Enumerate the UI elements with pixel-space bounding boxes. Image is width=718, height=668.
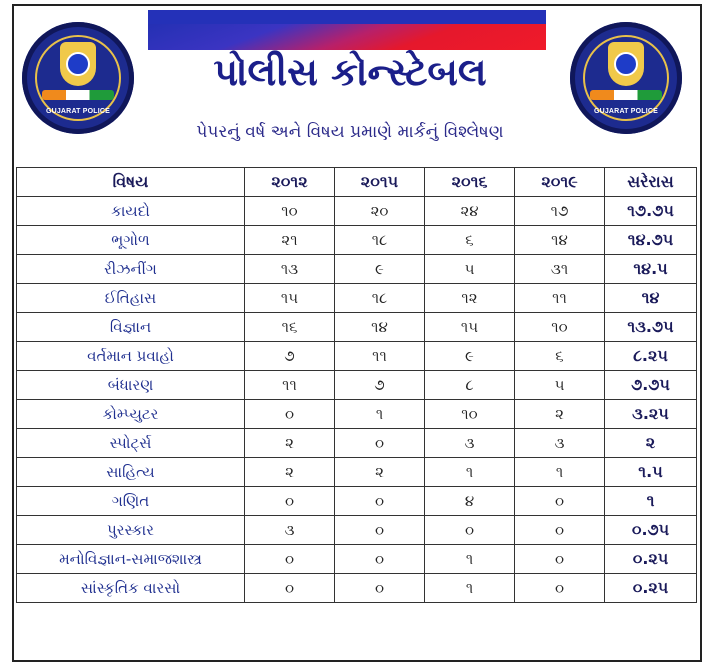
table-row xyxy=(17,545,697,574)
table-row xyxy=(17,487,697,516)
average-cell: ૧૪.૫ xyxy=(605,255,697,284)
subject-cell: રીઝનીંગ xyxy=(17,255,245,284)
marks-cell: ૦ xyxy=(515,516,605,545)
marks-cell: ૧૩ xyxy=(245,255,335,284)
subject-cell: ગણિત xyxy=(17,487,245,516)
marks-cell: ૩ xyxy=(245,516,335,545)
table-row xyxy=(17,400,697,429)
marks-cell: ૨ xyxy=(245,458,335,487)
marks-cell: ૦ xyxy=(335,516,425,545)
column-header-2015: ૨૦૧૫ xyxy=(335,168,425,197)
marks-cell: ૧૨ xyxy=(425,284,515,313)
marks-cell: ૧ xyxy=(335,400,425,429)
marks-cell: ૬ xyxy=(515,342,605,371)
marks-cell: ૧૦ xyxy=(515,313,605,342)
marks-cell: ૭ xyxy=(335,371,425,400)
marks-cell: ૧૮ xyxy=(335,226,425,255)
marks-cell: ૦ xyxy=(245,545,335,574)
marks-cell: ૦ xyxy=(335,429,425,458)
table-row xyxy=(17,197,697,226)
average-cell: ૧૪ xyxy=(605,284,697,313)
marks-cell: ૦ xyxy=(515,545,605,574)
marks-cell: ૨૪ xyxy=(425,197,515,226)
column-header-subject: વિષય xyxy=(17,168,245,197)
marks-cell: ૧૫ xyxy=(245,284,335,313)
tricolor-ribbon xyxy=(42,90,114,100)
table-row xyxy=(17,574,697,603)
subject-cell: પુરસ્કાર xyxy=(17,516,245,545)
subject-cell: કાયદો xyxy=(17,197,245,226)
table-row xyxy=(17,342,697,371)
marks-cell: ૧૧ xyxy=(335,342,425,371)
average-cell: ૩.૨૫ xyxy=(605,400,697,429)
average-cell: ૦.૨૫ xyxy=(605,574,697,603)
chakra-icon xyxy=(66,52,90,76)
marks-cell: ૧૪ xyxy=(515,226,605,255)
tricolor-ribbon xyxy=(590,90,662,100)
table-row xyxy=(17,516,697,545)
marks-cell: ૧૫ xyxy=(425,313,515,342)
marks-cell: ૨૦ xyxy=(335,197,425,226)
subject-cell: સ્પોર્ટ્સ xyxy=(17,429,245,458)
average-cell: ૧ xyxy=(605,487,697,516)
marks-cell: ૨ xyxy=(245,429,335,458)
marks-cell: ૫ xyxy=(515,371,605,400)
average-cell: ૨ xyxy=(605,429,697,458)
gujarat-police-logo-left xyxy=(22,22,134,134)
subject-cell: કોમ્પ્યુટર xyxy=(17,400,245,429)
subject-cell: ઈતિહાસ xyxy=(17,284,245,313)
header-color-stripe xyxy=(148,10,546,50)
marks-cell: ૧૬ xyxy=(245,313,335,342)
marks-cell: ૦ xyxy=(425,516,515,545)
marks-cell: ૦ xyxy=(335,487,425,516)
marks-cell: ૧૧ xyxy=(515,284,605,313)
marks-cell: ૧ xyxy=(425,545,515,574)
marks-cell: ૬ xyxy=(425,226,515,255)
marks-cell: ૩ xyxy=(515,429,605,458)
column-header-2016: ૨૦૧૬ xyxy=(425,168,515,197)
marks-cell: ૨૧ xyxy=(245,226,335,255)
marks-cell: ૫ xyxy=(425,255,515,284)
gujarat-police-logo-right xyxy=(570,22,682,134)
marks-cell: ૦ xyxy=(245,574,335,603)
marks-cell: ૧૧ xyxy=(245,371,335,400)
table-row xyxy=(17,255,697,284)
page-subtitle: પેપરનું વર્ષ અને વિષય પ્રમાણે માર્કનું વિશ્લેષણ xyxy=(196,122,504,142)
marks-cell: ૦ xyxy=(245,487,335,516)
table-row xyxy=(17,226,697,255)
marks-cell: ૧ xyxy=(515,458,605,487)
marks-cell: ૭ xyxy=(245,342,335,371)
table-row xyxy=(17,313,697,342)
subject-cell: ભૂગોળ xyxy=(17,226,245,255)
average-cell: ૭.૭૫ xyxy=(605,371,697,400)
marks-cell: ૦ xyxy=(335,545,425,574)
average-cell: ૧૭.૭૫ xyxy=(605,197,697,226)
marks-cell: ૩૧ xyxy=(515,255,605,284)
average-cell: ૦.૨૫ xyxy=(605,545,697,574)
marks-cell: ૧ xyxy=(425,458,515,487)
table-row xyxy=(17,429,697,458)
marks-cell: ૯ xyxy=(425,342,515,371)
average-cell: ૦.૭૫ xyxy=(605,516,697,545)
subject-cell: સાંસ્કૃતિક વારસો xyxy=(17,574,245,603)
column-header-2012: ૨૦૧૨ xyxy=(245,168,335,197)
marks-cell: ૨ xyxy=(515,400,605,429)
marks-cell: ૧૮ xyxy=(335,284,425,313)
table-row xyxy=(17,284,697,313)
subject-cell: સાહિત્ય xyxy=(17,458,245,487)
subject-cell: વર્તમાન પ્રવાહો xyxy=(17,342,245,371)
table-header-row xyxy=(17,168,697,197)
logo-caption: GUJARAT POLICE xyxy=(45,108,111,115)
marks-cell: ૮ xyxy=(425,371,515,400)
marks-cell: ૦ xyxy=(245,400,335,429)
marks-analysis-table xyxy=(16,167,697,603)
average-cell: ૧૪.૭૫ xyxy=(605,226,697,255)
subject-cell: બંધારણ xyxy=(17,371,245,400)
marks-cell: ૪ xyxy=(425,487,515,516)
marks-cell: ૦ xyxy=(335,574,425,603)
marks-cell: ૦ xyxy=(515,487,605,516)
subject-cell: વિજ્ઞાન xyxy=(17,313,245,342)
table-row xyxy=(17,371,697,400)
page-title: પોલીસ કોન્સ્ટેબલ xyxy=(213,50,487,94)
marks-cell: ૦ xyxy=(515,574,605,603)
marks-cell: ૯ xyxy=(335,255,425,284)
chakra-icon xyxy=(614,52,638,76)
marks-cell: ૨ xyxy=(335,458,425,487)
average-cell: ૮.૨૫ xyxy=(605,342,697,371)
marks-cell: ૧૪ xyxy=(335,313,425,342)
marks-cell: ૧૦ xyxy=(245,197,335,226)
column-header-average: સરેરાસ xyxy=(605,168,697,197)
logo-caption: GUJARAT POLICE xyxy=(593,108,659,115)
subject-cell: મનોવિજ્ઞાન-સમાજશાસ્ત્ર xyxy=(17,545,245,574)
marks-cell: ૧૦ xyxy=(425,400,515,429)
marks-cell: ૧ xyxy=(425,574,515,603)
average-cell: ૧.૫ xyxy=(605,458,697,487)
marks-cell: ૩ xyxy=(425,429,515,458)
average-cell: ૧૩.૭૫ xyxy=(605,313,697,342)
table-row xyxy=(17,458,697,487)
column-header-2019: ૨૦૧૯ xyxy=(515,168,605,197)
marks-cell: ૧૭ xyxy=(515,197,605,226)
